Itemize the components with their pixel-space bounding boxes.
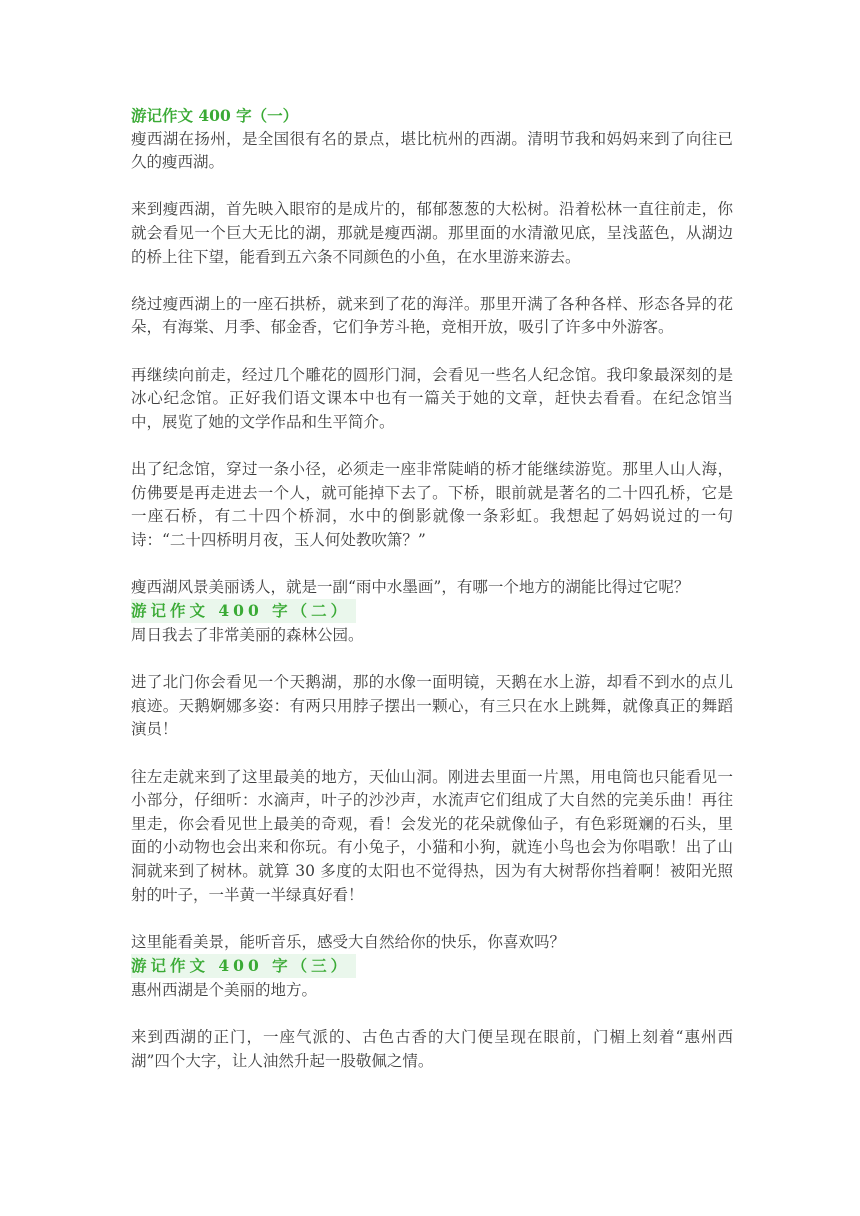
section-1-paragraph-5: 出了纪念馆，穿过一条小径，必须走一座非常陡峭的桥才能继续游览。那里人山人海，仿佛要是再走进去一个人，就可能掉下去了。下桥，眼前就是著名的二十四孔桥，它是一座石桥，有二十四个桥洞，水中的倒影就像一条彩虹。我想起了妈妈说过的一句诗：“二十四桥明月夜，玉人何处教吹箫？” [131, 459, 733, 549]
section-1-paragraph-3: 绕过瘦西湖上的一座石拱桥，就来到了花的海洋。那里开满了各种各样、形态各异的花朵，有海棠、月季、郁金香，它们争芳斗艳，竞相开放，吸引了许多中外游客。 [131, 294, 733, 337]
section-2-paragraph-2: 进了北门你会看见一个天鹅湖，那的水像一面明镜，天鹅在水上游，却看不到水的点儿痕迹。天鹅婀娜多姿：有两只用脖子摆出一颗心，有三只在水上跳舞，就像真正的舞蹈演员！ [131, 673, 733, 739]
section-1-paragraph-2: 来到瘦西湖，首先映入眼帘的是成片的，郁郁葱葱的大松树。沿着松林一直往前走，你就会看见一个巨大无比的湖，那就是瘦西湖。那里面的水清澈见底，呈浅蓝色，从湖边的桥上往下望，能看到五六条不同颜色的小鱼，在水里游来游去。 [131, 200, 733, 266]
section-2-paragraph-3: 往左走就来到了这里最美的地方，天仙山洞。刚进去里面一片黑，用电筒也只能看见一小部分，仔细听：水滴声，叶子的沙沙声，水流声它们组成了大自然的完美乐曲！再往里走，你会看见世上最美的奇观，看！会发光的花朵就像仙子，有色彩斑斓的石头，里面的小动物也会出来和你玩。有小兔子，小猫和小狗，就连小鸟也会为你唱歌！出了山洞就来到了树林。就算 30 多度的太阳也不觉得热，因为有大树帮你挡着啊！被阳光照射的叶子，一半黄一半绿真好看！ [131, 767, 733, 904]
section-2-paragraph-4: 这里能看美景，能听音乐，感受大自然给你的快乐，你喜欢吗？ [131, 932, 566, 951]
section-2-paragraph-1: 周日我去了非常美丽的森林公园。 [131, 626, 364, 645]
section-3-paragraph-2: 来到西湖的正门，一座气派的、古色古香的大门便呈现在眼前，门楣上刻着“惠州西湖”四个大字，让人油然升起一股敬佩之情。 [131, 1028, 733, 1070]
section-1-paragraph-1: 瘦西湖在扬州，是全国很有名的景点，堪比杭州的西湖。清明节我和妈妈来到了向往已久的瘦西湖。 [131, 129, 733, 172]
section-1-paragraph-6: 瘦西湖风景美丽诱人，就是一副“雨中水墨画”，有哪一个地方的湖能比得过它呢？ [131, 577, 690, 596]
document-body [131, 104, 733, 1073]
section-3-paragraph-1: 惠州西湖是个美丽的地方。 [131, 980, 318, 999]
section-1-heading: 游记作文 400 字（一） [131, 106, 299, 125]
section-1-paragraph-4: 再继续向前走，经过几个雕花的圆形门洞，会看见一些名人纪念馆。我印象最深刻的是冰心纪念馆。正好我们语文课本中也有一篇关于她的文章，赶快去看看。在纪念馆当中，展览了她的文学作品和生平简介。 [131, 365, 733, 431]
section-2-heading: 游记作文 400 字（二） [131, 599, 356, 623]
section-3-heading: 游记作文 400 字（三） [131, 954, 356, 978]
